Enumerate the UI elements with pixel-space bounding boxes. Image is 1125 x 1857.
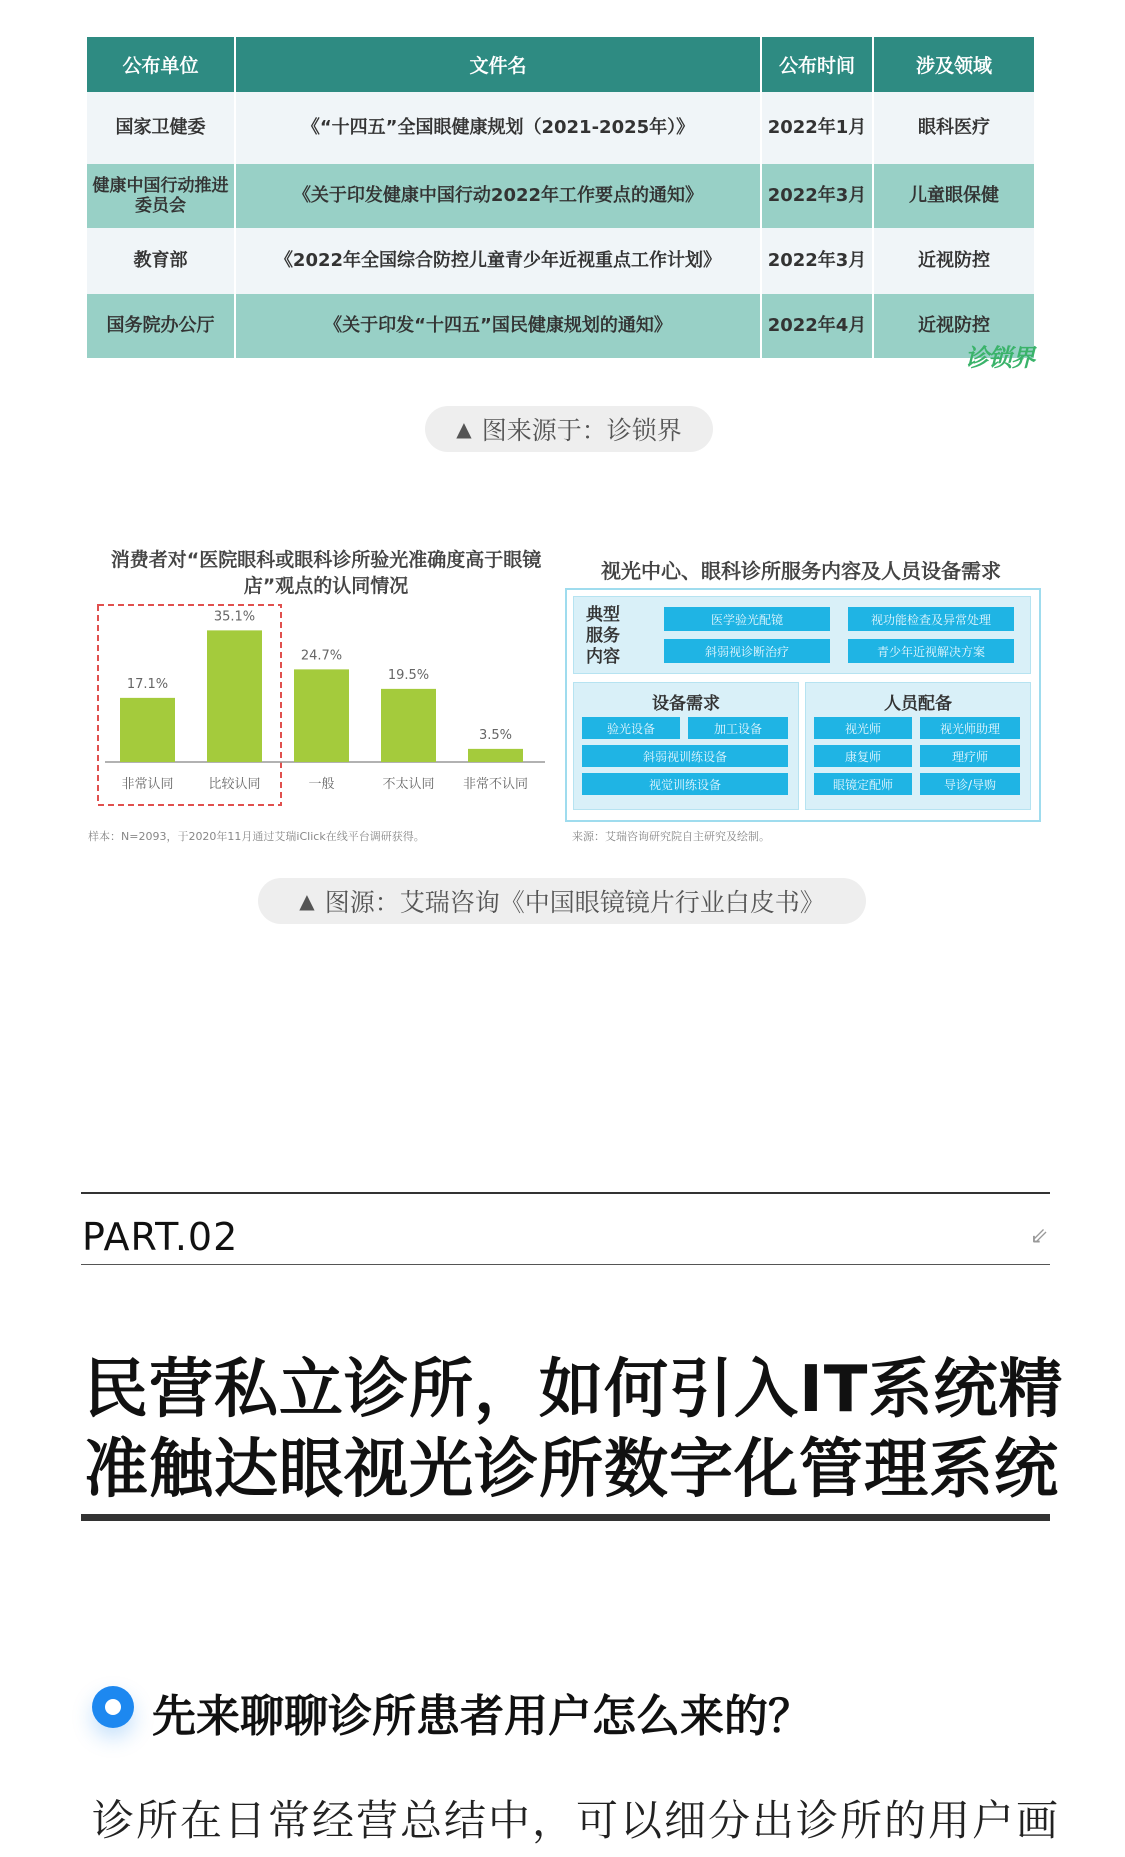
circle-bullet-icon [92, 1686, 134, 1728]
equipment-cell: 加工设备 [688, 717, 788, 739]
heading-line: 准触达眼视光诊所数字化管理系统 [84, 1433, 1059, 1507]
staff-cell: 导诊/导购 [920, 773, 1020, 795]
bar [381, 689, 436, 762]
category-label: 一般 [308, 777, 335, 792]
image-caption [425, 406, 713, 452]
category-label: 不太认同 [382, 777, 435, 792]
staff-cell: 理疗师 [920, 745, 1020, 767]
subheading: 先来聊聊诊所患者用户怎么来的？ [152, 1691, 812, 1742]
cell-document: 《关于印发“十四五”国民健康规划的通知》 [235, 294, 761, 358]
bar [294, 669, 349, 762]
header-date: 公布时间 [761, 37, 873, 92]
cell-publisher: 健康中国行动推进委员会 [87, 164, 235, 228]
service-cell: 斜弱视诊断治疗 [664, 639, 830, 663]
staff-title: 人员配备 [884, 694, 952, 714]
chart-source-note: 样本：N=2093，于2020年11月通过艾瑞iClick在线平台调研获得。 [88, 830, 425, 843]
bar-value-label: 24.7% [300, 648, 343, 664]
cell-document: 《“十四五”全国眼健康规划（2021-2025年）》 [235, 92, 761, 164]
triangle-up-icon: ▲ [299, 889, 315, 913]
image-caption [258, 878, 866, 924]
table-row [87, 164, 1035, 228]
cell-field: 近视防控 [873, 228, 1035, 294]
cell-document: 《关于印发健康中国行动2022年工作要点的通知》 [235, 164, 761, 228]
bar-value-label: 17.1% [126, 676, 169, 692]
diagram-source-note: 来源：艾瑞咨询研究院自主研究及绘制。 [572, 830, 770, 843]
table-row [87, 228, 1035, 294]
table-row [87, 294, 1035, 358]
section-top-rule [81, 1192, 1050, 1194]
bar-value-label: 3.5% [478, 727, 513, 743]
bar-value-label: 35.1% [213, 609, 256, 625]
table-row [87, 92, 1035, 164]
cell-publisher: 国家卫健委 [87, 92, 235, 164]
triangle-up-icon: ▲ [456, 417, 472, 441]
body-paragraph: 诊所在日常经营总结中，可以细分出诊所的用户画 [92, 1796, 1061, 1845]
equipment-title: 设备需求 [652, 694, 720, 714]
heading-line: 民营私立诊所，如何引入IT系统精 [84, 1353, 1064, 1427]
equipment-cell: 验光设备 [582, 717, 680, 739]
bar [120, 698, 175, 762]
part-label: PART.02 [82, 1215, 239, 1259]
staff-block [805, 682, 1031, 810]
cell-date: 2022年3月 [761, 228, 873, 294]
caption-text: 图来源于：诊锁界 [481, 416, 682, 445]
service-diagram [565, 588, 1041, 822]
category-label: 非常认同 [121, 777, 174, 792]
equipment-cell: 斜弱视训练设备 [582, 745, 788, 767]
caption-text: 图源：艾瑞咨询《中国眼镜镜片行业白皮书》 [324, 888, 825, 917]
equipment-cell: 视觉训练设备 [582, 773, 788, 795]
arrow-down-left-icon: ⇙ [1030, 1224, 1049, 1249]
policy-table [87, 37, 1036, 358]
section-bottom-rule [81, 1264, 1050, 1265]
service-cell: 医学验光配镜 [664, 607, 830, 631]
service-cell: 青少年近视解决方案 [848, 639, 1014, 663]
bar [207, 630, 262, 762]
cell-document: 《2022年全国综合防控儿童青少年近视重点工作计划》 [235, 228, 761, 294]
cell-date: 2022年4月 [761, 294, 873, 358]
header-field: 涉及领域 [873, 37, 1035, 92]
cell-field: 眼科医疗 [873, 92, 1035, 164]
category-label: 非常不认同 [462, 777, 529, 792]
diagram-title: 视光中心、眼科诊所服务内容及人员设备需求 [601, 559, 1001, 583]
service-cell: 视功能检查及异常处理 [848, 607, 1014, 631]
header-document: 文件名 [235, 37, 761, 92]
cell-field: 近视防控 [873, 294, 1035, 358]
cell-date: 2022年1月 [761, 92, 873, 164]
section-heading [84, 1350, 1064, 1510]
heading-underline [81, 1514, 1050, 1521]
watermark-logo: 诊锁界 [965, 344, 1034, 372]
staff-cell: 眼镜定配师 [814, 773, 912, 795]
equipment-block [573, 682, 799, 810]
cell-publisher: 国务院办公厅 [87, 294, 235, 358]
staff-cell: 康复师 [814, 745, 912, 767]
cell-date: 2022年3月 [761, 164, 873, 228]
bar-chart [90, 600, 550, 810]
typical-services-label: 典型服务内容 [586, 605, 620, 667]
table-header-row [87, 37, 1035, 92]
bar [468, 749, 523, 762]
typical-services-block [573, 596, 1031, 674]
cell-field: 儿童眼保健 [873, 164, 1035, 228]
staff-cell: 视光师助理 [920, 717, 1020, 739]
category-label: 比较认同 [208, 777, 261, 792]
staff-cell: 视光师 [814, 717, 912, 739]
bar-value-label: 19.5% [387, 667, 430, 683]
cell-publisher: 教育部 [87, 228, 235, 294]
chart-title: 消费者对“医院眼科或眼科诊所验光准确度高于眼镜店”观点的认同情况 [110, 549, 542, 597]
header-publisher: 公布单位 [87, 37, 235, 92]
